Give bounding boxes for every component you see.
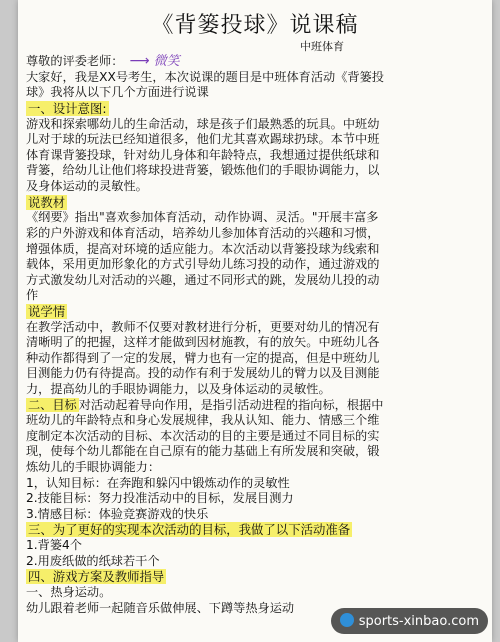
greeting-line (26, 54, 484, 70)
handwritten-note: 微笑 (153, 54, 180, 69)
body-line: 游戏和探索哪幼儿的生命活动，球是孩子们最熟悉的玩具。中班幼 (26, 116, 380, 131)
body-line: 在教学活动中，教师不仅要对教材进行分析，更要对幼儿的情况有 (26, 319, 380, 334)
body-line: 球》我将从以下几个方面进行说课 (26, 85, 209, 100)
body-line: 增强体质，提高对环境的适应能力。本次活动以背篓投球为线索和 (26, 241, 380, 256)
body-line: 2.用废纸做的纸球若干个 (26, 553, 160, 568)
body-line: 2.技能目标：努力投准活动中的目标，发展目测力 (26, 491, 294, 506)
watermark-text: sports-xinbao.com (358, 614, 479, 629)
page-title: 《背篓投球》说课稿 (151, 13, 359, 38)
body-line: 幼儿跟着老师一起随音乐做伸展、下蹲等热身运动 (26, 600, 295, 615)
body-line: 1.背篓4个 (26, 538, 82, 553)
body-line: 1，认知目标：在奔跑和躲闪中锻炼动作的灵敏性 (26, 475, 290, 490)
highlighted-heading-text: 二、目标 (28, 397, 77, 412)
body-line: 彩的户外游戏和体育活动，培养幼儿参加体育活动的兴趣和习惯， (26, 225, 380, 240)
document-body (26, 54, 484, 616)
body-line: 种动作都得到了一定的发展，臂力也有一定的提高，但是中班幼儿 (26, 350, 380, 365)
body-line: 3.情感目标：体验竞赛游戏的快乐 (26, 506, 209, 521)
body-line: 炼幼儿的手眼协调能力： (26, 460, 161, 475)
body-line: 背篓，给幼儿让他们将球投进背篓，锻炼他们的手眼协调能力，以 (26, 163, 380, 178)
body-line (26, 398, 484, 414)
section-heading (26, 569, 484, 585)
highlighted-heading-text: 一、设计意图: (28, 100, 107, 116)
greeting-text: 尊敬的评委老师： (26, 54, 124, 68)
body-line: 大家好，我是XX号考生，本次说课的题目是中班体育活动《背篓投 (26, 69, 384, 84)
body-line: 方式激发幼儿对活动的兴趣，通过不同形式的跳，发展幼儿投的动 (26, 272, 380, 287)
document-page (18, 0, 492, 642)
body-text: 对活动起着导向作用，是指引活动进程的指向标，根据中 (78, 397, 384, 412)
page-subtitle: 中班体育 (300, 40, 344, 53)
body-line: 清晰明了的把握，这样才能做到因材施教，有的放矢。中班幼儿各 (26, 335, 380, 350)
document-content (18, 0, 492, 616)
body-line: 一、热身运动。 (26, 585, 112, 600)
body-line: 现，使每个幼儿都能在自己原有的能力基础上有所发展和突破，锻 (26, 444, 380, 459)
body-line: 班幼儿的年龄特点和身心发展规律，我从认知、能力、情感三个维 (26, 413, 380, 428)
watermark (331, 608, 488, 634)
highlighted-heading-text: 说教材 (28, 194, 66, 210)
body-line: 力，提高幼儿的手眼协调能力，以及身体运动的灵敏性。 (26, 382, 331, 397)
body-line: 及身体运动的灵敏性。 (26, 178, 148, 193)
section-heading (26, 304, 484, 320)
section-heading (26, 522, 484, 538)
body-line: 《纲要》指出"喜欢参加体育活动，动作协调、灵活。"开展丰富多 (26, 210, 379, 225)
highlighted-heading-text: 四、游戏方案及教师指导 (28, 569, 165, 585)
section-heading (26, 195, 484, 211)
highlighted-heading-text: 三、为了更好的实现本次活动的目标，我做了以下活动准备 (28, 522, 351, 538)
body-line: 作 (26, 288, 39, 303)
section-heading (26, 101, 484, 117)
highlighted-heading-text: 说学情 (28, 303, 66, 319)
body-line: 载体，采用更加形象化的方式引导幼儿练习投的动作，通过游戏的 (26, 257, 380, 272)
body-line: 目测能力仍有待提高。投的动作有利于发展幼儿的臂力以及目测能 (26, 366, 380, 381)
body-line: 儿对于球的玩法已经知道很多，他们尤其喜欢踢球扔球。本节中班 (26, 132, 380, 147)
site-logo-icon (340, 613, 354, 627)
body-line: 体育课背篓投球，针对幼儿身体和年龄特点，我想通过提供纸球和 (26, 147, 380, 162)
arrow-right-icon: ⟶ (129, 53, 150, 69)
body-line: 度制定本次活动的目标、本次活动的目的主要是通过不同目标的实 (26, 428, 380, 443)
